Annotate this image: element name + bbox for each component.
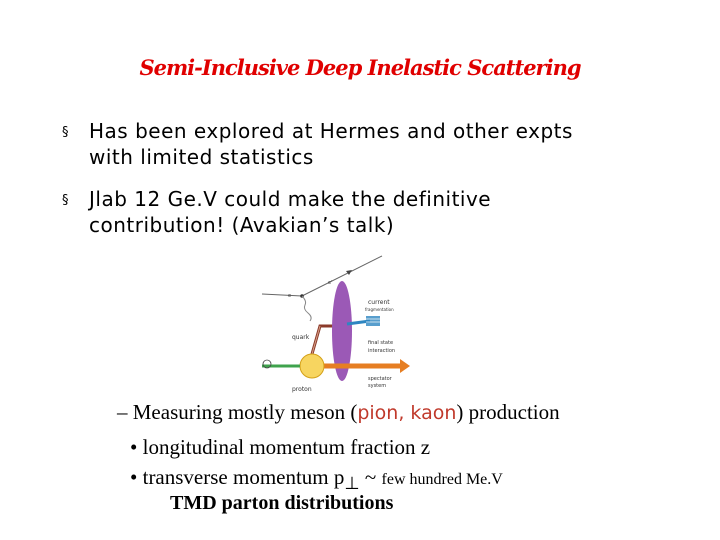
label-spectator: spectator — [368, 376, 392, 382]
meson-highlight: pion, kaon — [357, 402, 457, 424]
incoming-lepton-line — [262, 294, 302, 296]
hadron-box — [366, 316, 380, 326]
tilde: ~ — [359, 465, 382, 489]
bullet-jlab — [62, 186, 662, 238]
label-current: current — [368, 299, 390, 306]
sub-bullet-measuring — [117, 400, 697, 425]
sub-sub-bullet-z — [130, 435, 430, 460]
bullet-marker: § — [62, 125, 69, 140]
virtual-photon — [302, 296, 311, 321]
sub-bullet-dash: – — [117, 400, 128, 424]
label-system: system — [368, 383, 387, 389]
sidis-diagram — [252, 246, 412, 396]
label-final-state: final state — [368, 340, 394, 346]
label-proton: proton — [292, 386, 312, 393]
bullet-text-line1: Has been explored at Hermes and other expts — [89, 119, 573, 143]
arrow-head — [346, 270, 352, 275]
slide-title: Semi-Inclusive Deep Inelastic Scattering — [139, 55, 581, 80]
bullet-text-line2: with limited statistics — [89, 145, 314, 169]
sub-sub-bullet-text: transverse momentum p — [142, 465, 345, 489]
label-quark: quark — [292, 334, 310, 341]
label-current-sub: fragmentation — [365, 307, 394, 312]
arrow-head — [400, 359, 410, 373]
bullet-hermes — [62, 118, 662, 170]
proton-circle — [300, 354, 324, 378]
bullet-text-line1: Jlab 12 Ge.V could make the definitive — [89, 187, 492, 211]
bullet-marker: § — [62, 193, 69, 208]
sub-sub-bullet-pt — [130, 465, 503, 494]
bullet-dot: • — [130, 435, 138, 459]
sub-sub-bullet-text: longitudinal momentum fraction z — [142, 435, 431, 459]
label-e-prime: e' — [328, 280, 333, 286]
bullet-dot: • — [130, 465, 138, 489]
bullet-text-line2: contribution! (Avakian’s talk) — [89, 213, 395, 237]
label-interaction: interaction — [368, 348, 396, 354]
tmd-conclusion: TMD parton distributions — [170, 492, 394, 514]
perp-subscript: ⊥ — [344, 473, 360, 494]
few-hundred-mev: few hundred Me.V — [381, 471, 503, 488]
sub-bullet-suffix: ) production — [456, 400, 560, 424]
label-e: e — [288, 293, 292, 299]
sub-bullet-prefix: Measuring mostly meson ( — [132, 400, 358, 424]
